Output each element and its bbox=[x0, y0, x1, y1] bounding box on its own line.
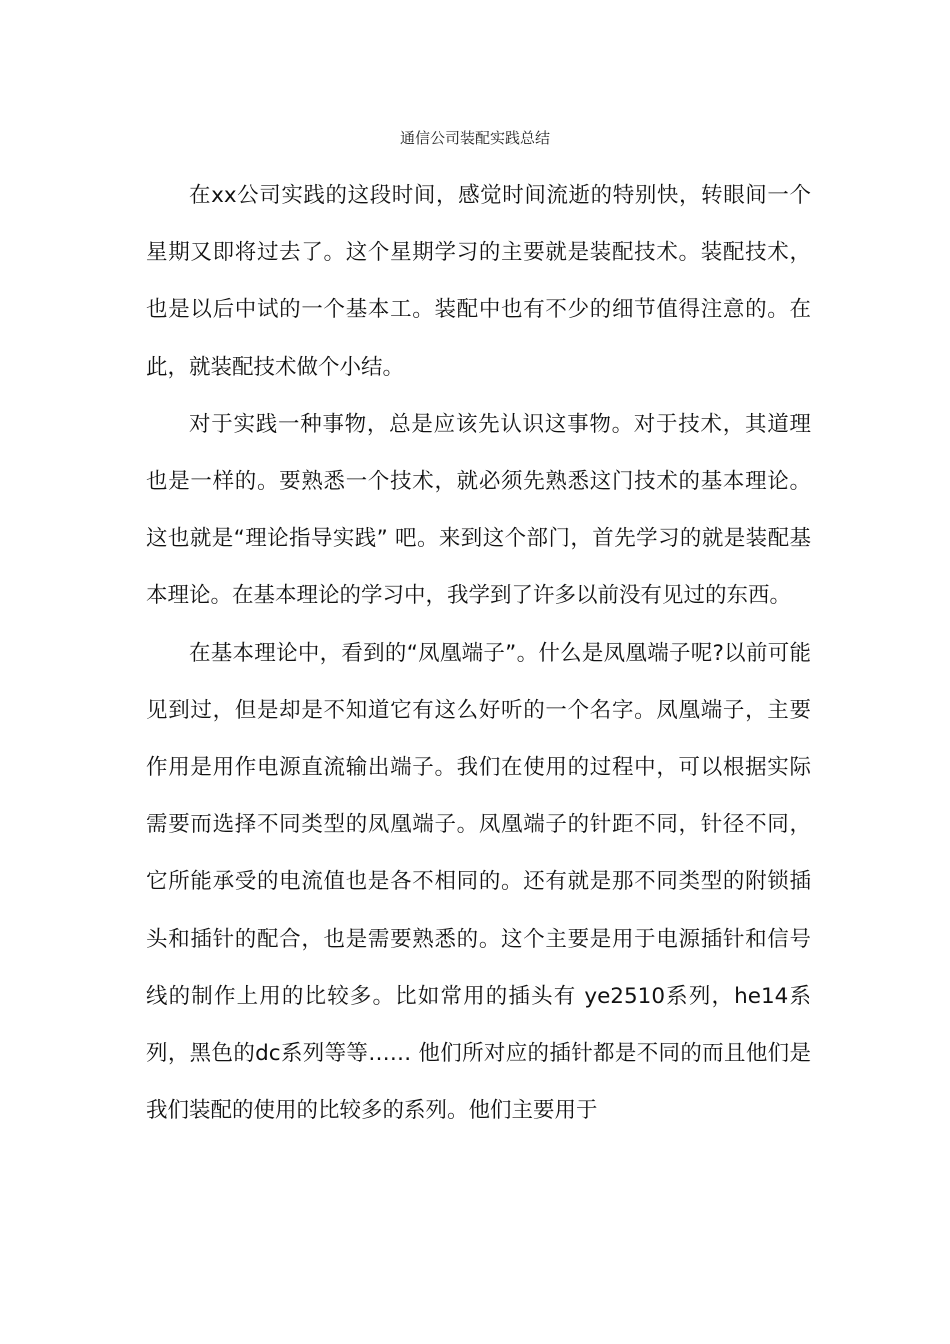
document-body bbox=[146, 167, 811, 1139]
document-title: 通信公司装配实践总结 bbox=[399, 129, 550, 147]
paragraph-2: 对于实践一种事物，总是应该先认识这事物。对于技术，其道理也是一样的。要熟悉一个技术，就必须先熟悉这门技术的基本理论。这也就是“理论指导实践” 吧。来到这个部门，首先学习的就是装配基本理论。在基本理论的学习中，我学到了许多以前没有见过的东西。 bbox=[146, 411, 811, 609]
paragraph-1: 在xx公司实践的这段时间，感觉时间流逝的特别快，转眼间一个星期又即将过去了。这个星期学习的主要就是装配技术。装配技术，也是以后中试的一个基本工。装配中也有不少的细节值得注意的。在此，就装配技术做个小结。 bbox=[146, 183, 811, 380]
paragraph-3: 在基本理论中，看到的“凤凰端子”。什么是凤凰端子呢?以前可能见到过，但是却是不知道它有这么好听的一个名字。凤凰端子，主要作用是用作电源直流输出端子。我们在使用的过程中，可以根据实际需要而选择不同类型的凤凰端子。凤凰端子的针距不同，针径不同，它所能承受的电流值也是各不相同的。还有就是那不同类型的附锁插头和插针的配合，也是需要熟悉的。这个主要是用于电源插针和信号线的制作上用的比较多。比如常用的插头有 ye2510系列，he14系列，黑色的dc系列等等…… 他们所对应的插针都是不同的而且他们是我们装配的使用的比较多的系列。他们主要用于 bbox=[146, 640, 811, 1124]
